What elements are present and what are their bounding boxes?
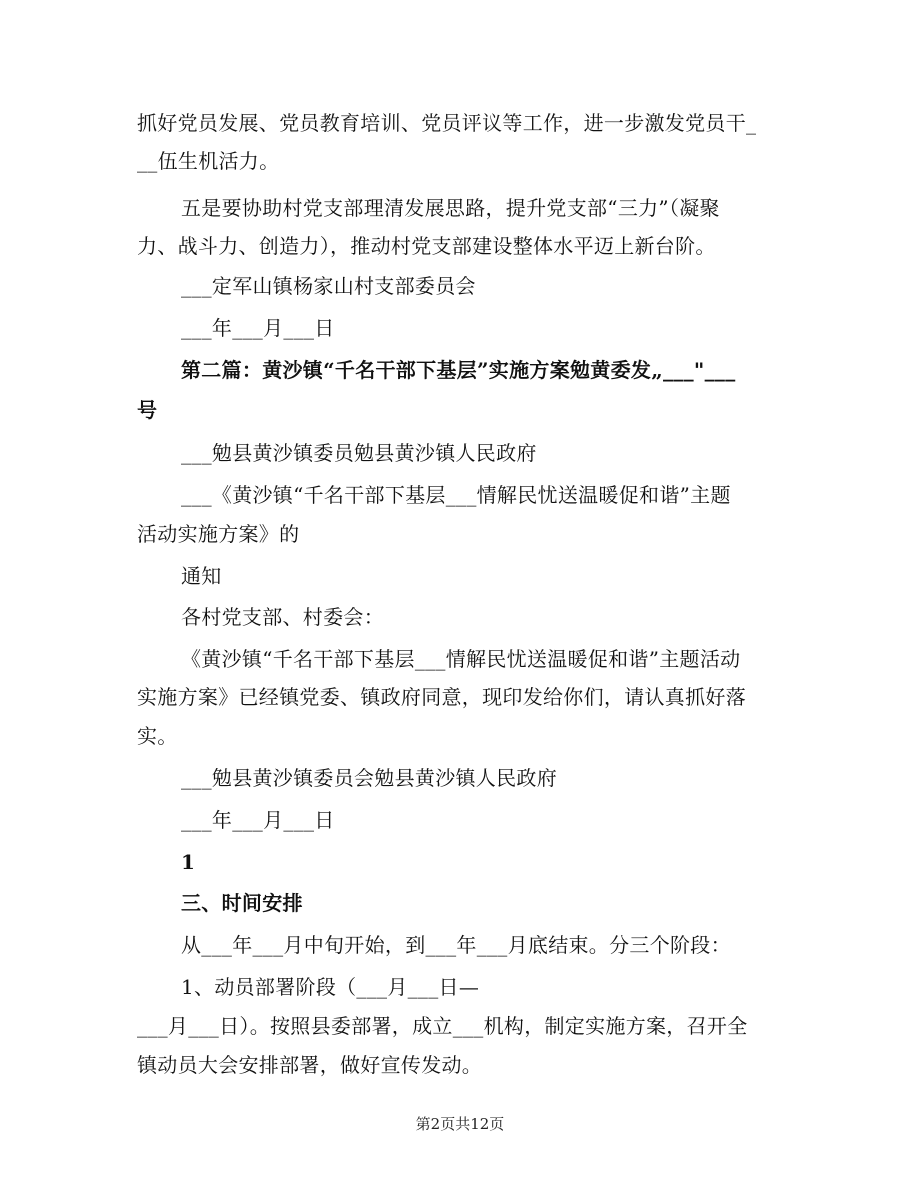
body-text-line: 活动实施方案》的 bbox=[137, 522, 300, 546]
body-text-line: __伍生机活力。 bbox=[137, 149, 280, 173]
body-text-line: 镇动员大会安排部署，做好宣传发动。 bbox=[137, 1053, 483, 1077]
section-heading: 三、时间安排 bbox=[181, 891, 303, 915]
date-line: ___年___月___日 bbox=[181, 808, 335, 832]
body-text-line: 五是要协助村党支部理清发展思路，提升党支部“三力”（凝聚 bbox=[181, 196, 720, 220]
date-line: ___年___月___日 bbox=[181, 316, 335, 340]
issuer-line: ___勉县黄沙镇委员勉县黄沙镇人民政府 bbox=[181, 441, 537, 465]
section-heading: 第二篇：黄沙镇“千名干部下基层”实施方案勉黄委发„___"___ bbox=[181, 358, 736, 382]
section-heading-continued: 号 bbox=[137, 398, 158, 422]
notice-title: 通知 bbox=[181, 564, 222, 588]
signature-line: ___勉县黄沙镇委员会勉县黄沙镇人民政府 bbox=[181, 766, 557, 790]
page-number-text: 1 bbox=[181, 850, 196, 874]
body-text-line: 实施方案》已经镇党委、镇政府同意，现印发给你们，请认真抓好落 bbox=[137, 685, 746, 709]
body-text-line: ___《黄沙镇“千名干部下基层___情解民忧送温暖促和谐”主题 bbox=[181, 483, 731, 507]
recipient-line: 各村党支部、村委会： bbox=[181, 605, 384, 629]
page-footer: 第2页共12页 bbox=[415, 1115, 505, 1133]
body-text-line: 力、战斗力、创造力），推动村党支部建设整体水平迈上新台阶。 bbox=[137, 234, 716, 258]
body-text-line: ___月___日）。按照县委部署，成立___机构，制定实施方案，召开全 bbox=[137, 1014, 748, 1038]
body-text-line: 实。 bbox=[137, 724, 178, 748]
body-text-line: 1、动员部署阶段（___月___日— bbox=[181, 975, 480, 999]
signature-line: ___定军山镇杨家山村支部委员会 bbox=[181, 274, 476, 298]
body-text-line: 《黄沙镇“千名干部下基层___情解民忧送温暖促和谐”主题活动 bbox=[181, 647, 741, 671]
body-text-line: 抓好党员发展、党员教育培训、党员评议等工作，进一步激发党员干_ bbox=[137, 111, 757, 135]
body-text-line: 从___年___月中旬开始，到___年___月底结束。分三个阶段： bbox=[181, 933, 731, 957]
